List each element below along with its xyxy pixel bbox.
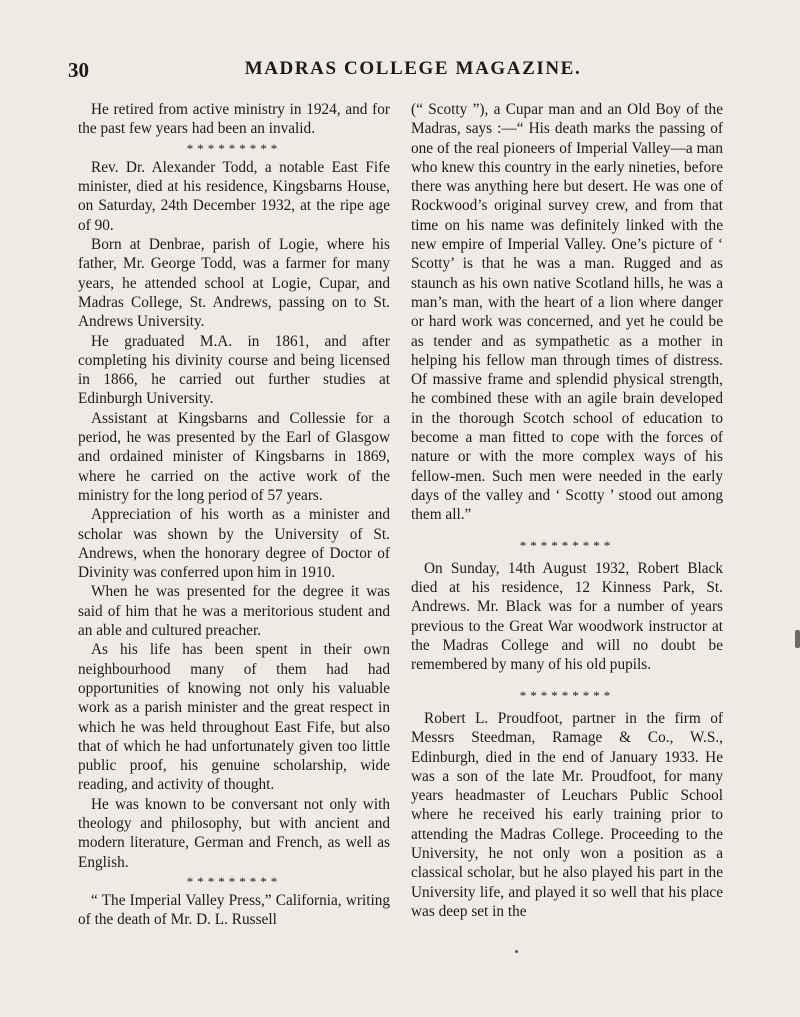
- page-header: [68, 58, 728, 84]
- scan-mark: [795, 630, 800, 648]
- paragraph: (“ Scotty ”), a Cupar man and an Old Boy of the Madras, says :—“ His death marks the passing of one of the real pioneers of Imperial Valley—a man who knew this country in the early nineties, before there was anything here but desert. He was one of Rockwood’s original survey crew, and from that time on his name was definitely linked with the new empire of Imperial Valley. One’s picture of ‘ Scotty’ is that he was a man. Rugged and as staunch as his own native Scotland hills, he was a man’s man, with the heart of a lion where danger or hard work was concerned, and yet he could be as tender and as sympathetic as a mother in helping his fellow man through times of distress. Of massive frame and splendid physical strength, he combined these with an agile brain developed in the thorough Scotch school of education to become a man fitted to cope with the forces of nature or with the more complex ways of his fellow-men. Such men were needed in the early days of the valley and ‘ Scotty ’ stood out among them all.”: [411, 101, 723, 524]
- paragraph: Assistant at Kingsbarns and Collessie for a period, he was presented by the Earl of Glasgow and ordained minister of Kingsbarns in 1869, where he carried on the active work of the ministry for the long period of 57 years.: [78, 409, 390, 504]
- right-column: [411, 100, 723, 921]
- paragraph: When he was presented for the degree it was said of him that he was a meritorious student and an able and cultured preacher.: [78, 583, 390, 640]
- section-separator: *********: [519, 537, 615, 553]
- section-separator: *********: [519, 687, 615, 703]
- left-column: [78, 100, 390, 930]
- paragraph: Rev. Dr. Alexander Todd, a notable East Fife minister, died at his residence, Kingsbarns House, on Saturday, 24th December 1932, at the ripe age of 90.: [78, 158, 390, 234]
- paragraph: As his life has been spent in their own neighbourhood many of them had had opportunities of knowing not only his valuable work as a parish minister and the great respect in which he was held throughout East Fife, but also that of which he had unfortunately given too little public proof, his genuine scholarship, wide reading, and activity of thought.: [78, 641, 390, 794]
- paragraph: He graduated M.A. in 1861, and after completing his divinity course and being licensed in 1866, he carried out further studies at Edinburgh University.: [78, 332, 390, 408]
- page-number: 30: [68, 58, 89, 82]
- paragraph: He was known to be conversant not only with theology and philosophy, but with ancient and modern literature, German and French, as well as English.: [78, 795, 390, 871]
- paragraph: He retired from active ministry in 1924, and for the past few years had been an invalid.: [78, 101, 390, 138]
- paragraph: Robert L. Proudfoot, partner in the firm of Messrs Steedman, Ramage & Co., W.S., Edinburgh, died in the end of January 1933. He was a son of the late Mr. Proudfoot, for many years headmaster of Leuchars Public School where he received his early training prior to attending the Madras College. Proceeding to the University, he not only won a position as a classical scholar, but he also played his part in the University life, and played it so well that his place was deep set in the: [411, 709, 723, 920]
- scan-speck: [515, 950, 518, 953]
- paragraph: “ The Imperial Valley Press,” California, writing of the death of Mr. D. L. Russell: [78, 892, 390, 929]
- running-title: MADRAS COLLEGE MAGAZINE.: [244, 58, 582, 79]
- section-separator: *********: [186, 140, 282, 156]
- paragraph: Born at Denbrae, parish of Logie, where his father, Mr. George Todd, was a farmer for many years, he attended school at Logie, Cupar, and Madras College, St. Andrews, passing on to St. Andrews University.: [78, 236, 390, 331]
- paragraph: On Sunday, 14th August 1932, Robert Black died at his residence, 12 Kinness Park, St. Andrews. Mr. Black was for a number of years previous to the Great War woodwork instructor at the Madras College and will no doubt be remembered by many of his old pupils.: [411, 559, 723, 674]
- paragraph: Appreciation of his worth as a minister and scholar was shown by the University of St. Andrews, when the honorary degree of Doctor of Divinity was conferred upon him in 1910.: [78, 506, 390, 582]
- section-separator: *********: [186, 873, 282, 889]
